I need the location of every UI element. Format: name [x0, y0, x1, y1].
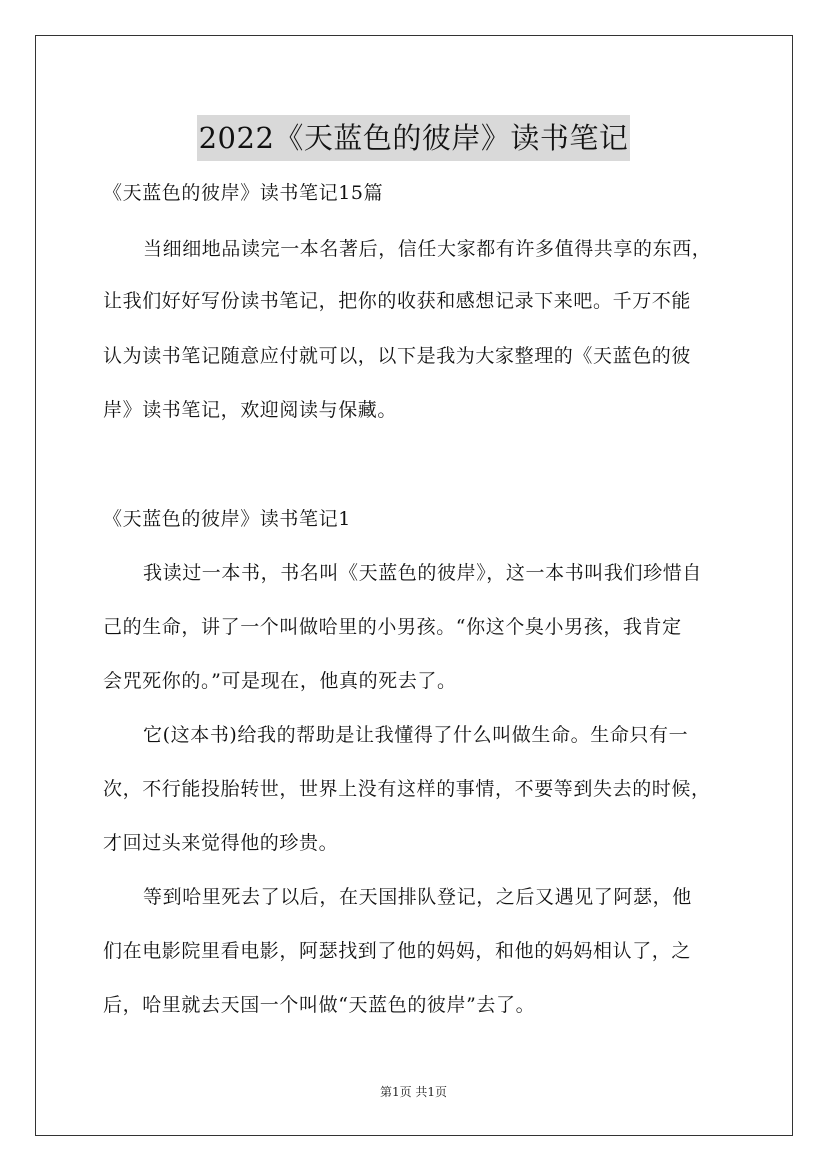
- intro-line: 让我们好好写份读书笔记，把你的收获和感想记录下来吧。千万不能: [103, 290, 692, 312]
- page-footer: 第1页 共1页: [379, 1085, 448, 1099]
- paragraph-line: 它(这本书)给我的帮助是让我懂得了什么叫做生命。生命只有一: [143, 724, 689, 746]
- paragraph-line: 后，哈里就去天国一个叫做“天蓝色的彼岸”去了。: [103, 994, 536, 1016]
- paragraph-line: 等到哈里死去了以后，在天国排队登记，之后又遇见了阿瑟，他: [143, 886, 692, 908]
- paragraph-line: 次，不行能投胎转世，世界上没有这样的事情，不要等到失去的时候，: [103, 778, 711, 800]
- section-heading: 《天蓝色的彼岸》读书笔记1: [103, 508, 351, 530]
- title-container: [0, 96, 827, 181]
- paragraph-line: 们在电影院里看电影，阿瑟找到了他的妈妈，和他的妈妈相认了，之: [103, 940, 692, 962]
- intro-line: 当细细地品读完一本名著后，信任大家都有许多值得共享的东西，: [143, 238, 712, 260]
- document-subtitle: 《天蓝色的彼岸》读书笔记15篇: [103, 182, 384, 204]
- intro-line: 认为读书笔记随意应付就可以，以下是我为大家整理的《天蓝色的彼: [103, 345, 692, 367]
- paragraph-line: 己的生命，讲了一个叫做哈里的小男孩。“你这个臭小男孩，我肯定: [103, 616, 682, 638]
- paragraph-line: 我读过一本书，书名叫《天蓝色的彼岸》，这一本书叫我们珍惜自: [143, 562, 702, 584]
- intro-line: 岸》读书笔记，欢迎阅读与保藏。: [103, 399, 398, 421]
- paragraph-line: 才回过头来觉得他的珍贵。: [103, 832, 339, 854]
- paragraph-line: 会咒死你的。”可是现在，他真的死去了。: [103, 670, 457, 692]
- document-title: 2022《天蓝色的彼岸》读书笔记: [197, 115, 631, 161]
